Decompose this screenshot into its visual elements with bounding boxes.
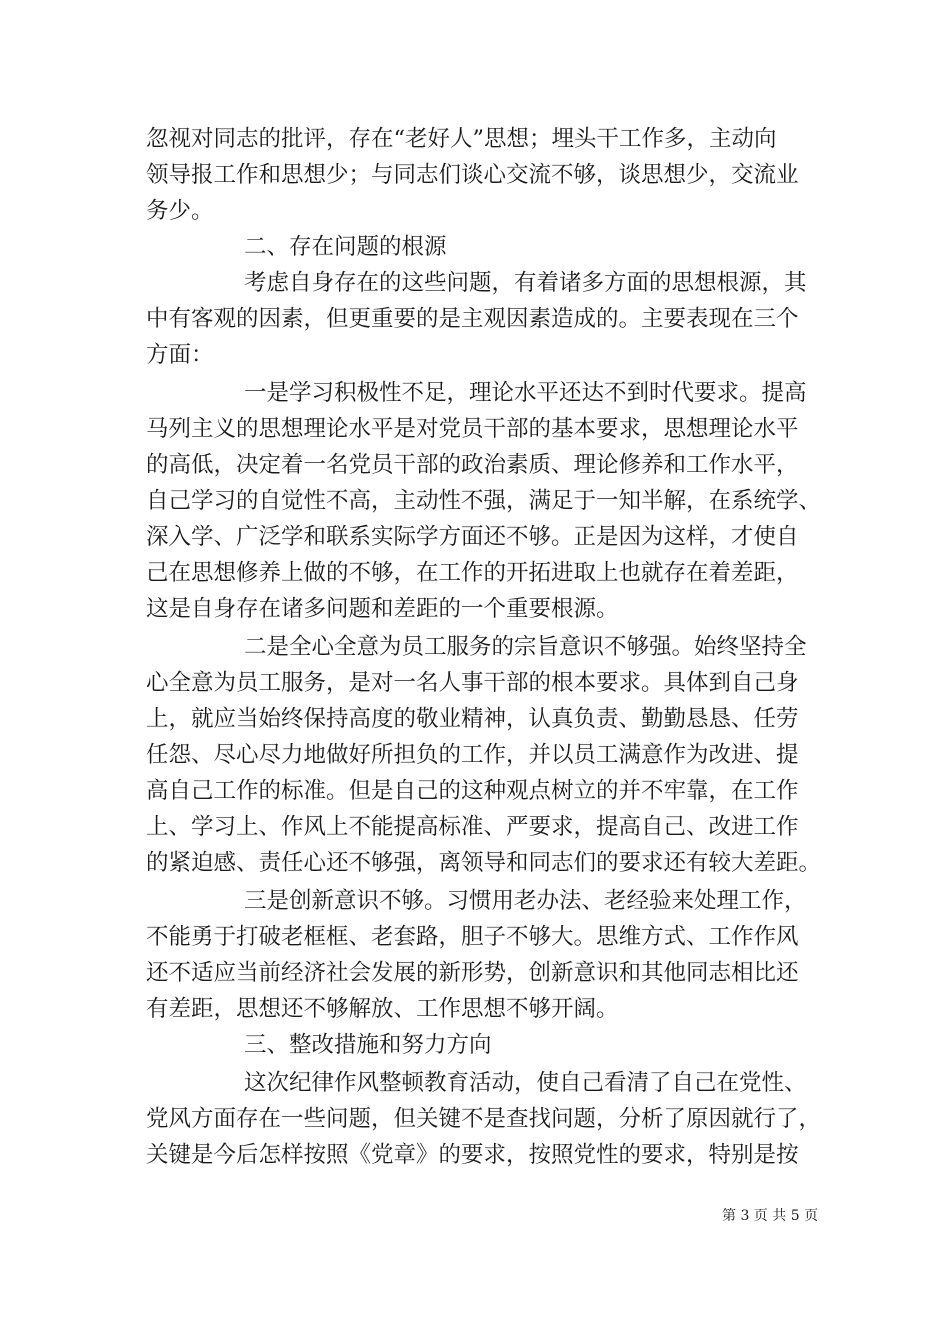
section-heading: 二、存在问题的根源 <box>244 234 447 260</box>
text-line: 不能勇于打破老框框、老套路，胆子不够大。思维方式、工作作风 <box>146 924 799 950</box>
text-line: 心全意为员工服务，是对一名人事干部的根本要求。具体到自己身 <box>146 670 799 696</box>
text-line: 领导报工作和思想少；与同志们谈心交流不够，谈思想少，交流业 <box>146 162 799 188</box>
text-line: 己在思想修养上做的不够，在工作的开拓进取上也就存在着差距， <box>146 560 799 586</box>
text-line: 方面： <box>146 342 214 368</box>
text-line: 这是自身存在诸多问题和差距的一个重要根源。 <box>146 596 619 622</box>
text-line: 有差距，思想还不够解放、工作思想不够开阔。 <box>146 996 619 1022</box>
text-line: 深入学、广泛学和联系实际学方面还不够。正是因为这样，才使自 <box>146 524 799 550</box>
text-line: 任怨、尽心尽力地做好所担负的工作，并以员工满意作为改进、提 <box>146 742 799 768</box>
text-line: 中有客观的因素，但更重要的是主观因素造成的。主要表现在三个 <box>146 306 799 332</box>
text-line: 党风方面存在一些问题，但关键不是查找问题，分析了原因就行了， <box>146 1106 822 1132</box>
text-line: 忽视对同志的批评，存在“老好人”思想；埋头干工作多，主动向 <box>146 126 777 152</box>
paragraph-start: 这次纪律作风整顿教育活动，使自己看清了自己在党性、 <box>244 1070 807 1096</box>
text-line: 上、学习上、作风上不能提高标准、严要求，提高自己、改进工作 <box>146 814 799 840</box>
text-line: 还不适应当前经济社会发展的新形势，创新意识和其他同志相比还 <box>146 960 799 986</box>
paragraph-start: 三是创新意识不够。习惯用老办法、老经验来处理工作， <box>244 888 807 914</box>
text-line: 的紧迫感、责任心还不够强，离领导和同志们的要求还有较大差距。 <box>146 850 822 876</box>
paragraph-start: 二是全心全意为员工服务的宗旨意识不够强。始终坚持全 <box>244 634 807 660</box>
text-line: 上，就应当始终保持高度的敬业精神，认真负责、勤勤恳恳、任劳 <box>146 706 799 732</box>
paragraph-start: 考虑自身存在的这些问题，有着诸多方面的思想根源，其 <box>244 270 807 296</box>
text-line: 马列主义的思想理论水平是对党员干部的基本要求，思想理论水平 <box>146 416 799 442</box>
text-line: 务少。 <box>146 198 214 224</box>
text-line: 自己学习的自觉性不高，主动性不强，满足于一知半解，在系统学、 <box>146 488 822 514</box>
page-number: 第 3 页 共 5 页 <box>722 1208 819 1224</box>
text-line: 的高低，决定着一名党员干部的政治素质、理论修养和工作水平， <box>146 452 799 478</box>
text-line: 关键是今后怎样按照《党章》的要求，按照党性的要求，特别是按 <box>146 1142 799 1168</box>
text-line: 高自己工作的标准。但是自己的这种观点树立的并不牢靠，在工作 <box>146 778 799 804</box>
section-heading: 三、整改措施和努力方向 <box>244 1032 492 1058</box>
paragraph-start: 一是学习积极性不足，理论水平还达不到时代要求。提高 <box>244 380 807 406</box>
